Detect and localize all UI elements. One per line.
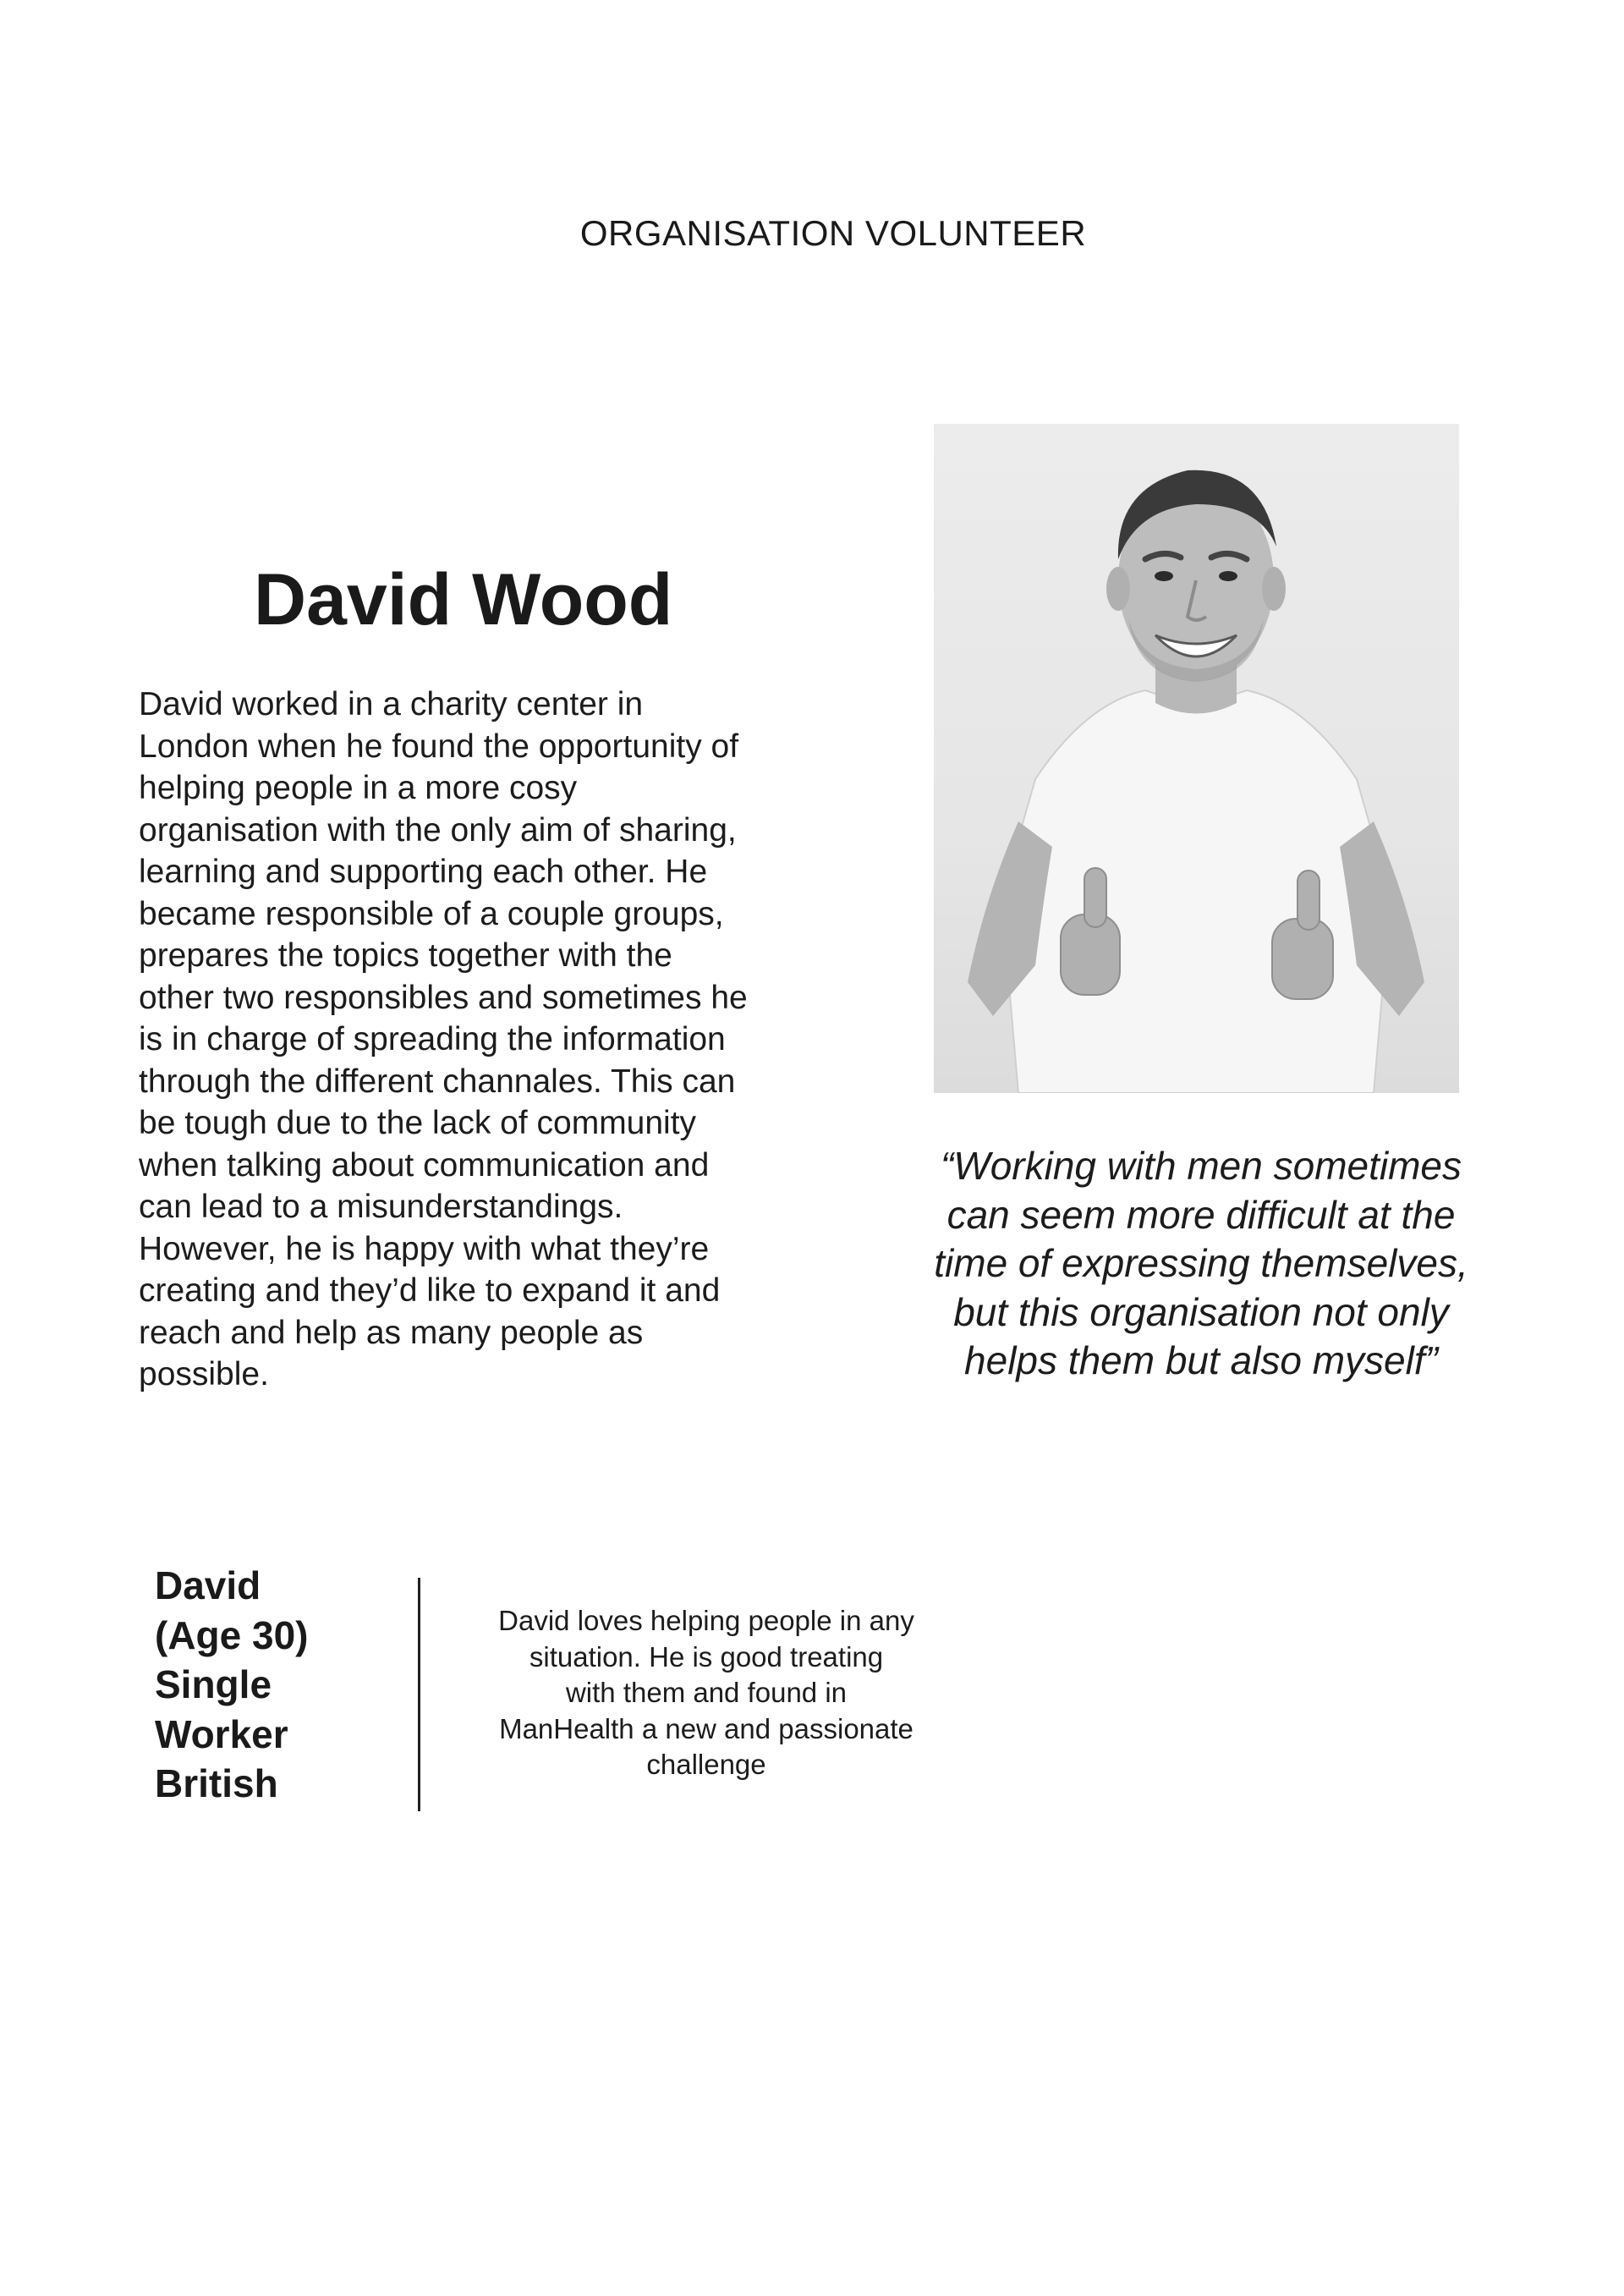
- bio-line: be tough due to the lack of community: [139, 1105, 697, 1141]
- bio-line: learning and supporting each other. He: [139, 854, 708, 890]
- summary-line: David loves helping people in any: [498, 1605, 914, 1636]
- profile-fact: Worker: [155, 1711, 288, 1756]
- bio-line: through the different channales. This can: [139, 1063, 736, 1100]
- bio-line: organisation with the only aim of sharing,: [139, 811, 737, 849]
- summary-line: with them and found in: [565, 1677, 848, 1708]
- bio-line: other two responsibles and sometimes he: [139, 979, 748, 1016]
- person-name: David Wood: [254, 559, 673, 640]
- bio-line: became responsible of a couple groups,: [139, 895, 724, 932]
- portrait-photo: [934, 424, 1459, 1093]
- quote-line: “Working with men sometimes: [940, 1144, 1462, 1188]
- quote-line: but this organisation not only: [953, 1289, 1449, 1334]
- profile-fact: Single: [155, 1662, 272, 1706]
- bio-line: However, he is happy with what they’re: [139, 1230, 710, 1267]
- vertical-divider: [418, 1578, 420, 1811]
- summary-line: ManHealth a new and passionate: [499, 1712, 914, 1744]
- quote-line: helps them but also myself”: [964, 1338, 1438, 1382]
- section-label: ORGANISATION VOLUNTEER: [579, 213, 1087, 253]
- profile-fact: British: [155, 1761, 278, 1805]
- bio-line: David worked in a charity center in: [139, 686, 644, 722]
- portrait-illustration: [934, 424, 1459, 1093]
- bio-line: can lead to a misunderstandings.: [139, 1189, 623, 1225]
- bio-line: creating and they’d like to expand it and: [139, 1272, 721, 1309]
- bio-line: possible.: [139, 1356, 269, 1392]
- bio-line: when talking about communication and: [139, 1146, 710, 1184]
- profile-facts: [155, 1561, 425, 1809]
- bio-line: London when he found the opportunity of: [139, 728, 739, 765]
- bio-line: prepares the topics together with the: [139, 937, 672, 974]
- quote-line: can seem more difficult at the: [946, 1192, 1456, 1237]
- profile-summary: [457, 1603, 956, 1783]
- summary-line: situation. He is good treating: [529, 1640, 884, 1673]
- profile-fact: (Age 30): [155, 1612, 309, 1657]
- bio-line: reach and help as many people as: [139, 1314, 644, 1351]
- quote-line: time of expressing themselves,: [934, 1241, 1468, 1285]
- bio-line: is in charge of spreading the information: [139, 1021, 726, 1057]
- bio-line: helping people in a more cosy: [139, 770, 578, 806]
- volunteer-quote: [897, 1142, 1506, 1386]
- profile-fact: David: [155, 1563, 261, 1607]
- bio-paragraph: [139, 684, 807, 1396]
- summary-line: challenge: [646, 1749, 766, 1780]
